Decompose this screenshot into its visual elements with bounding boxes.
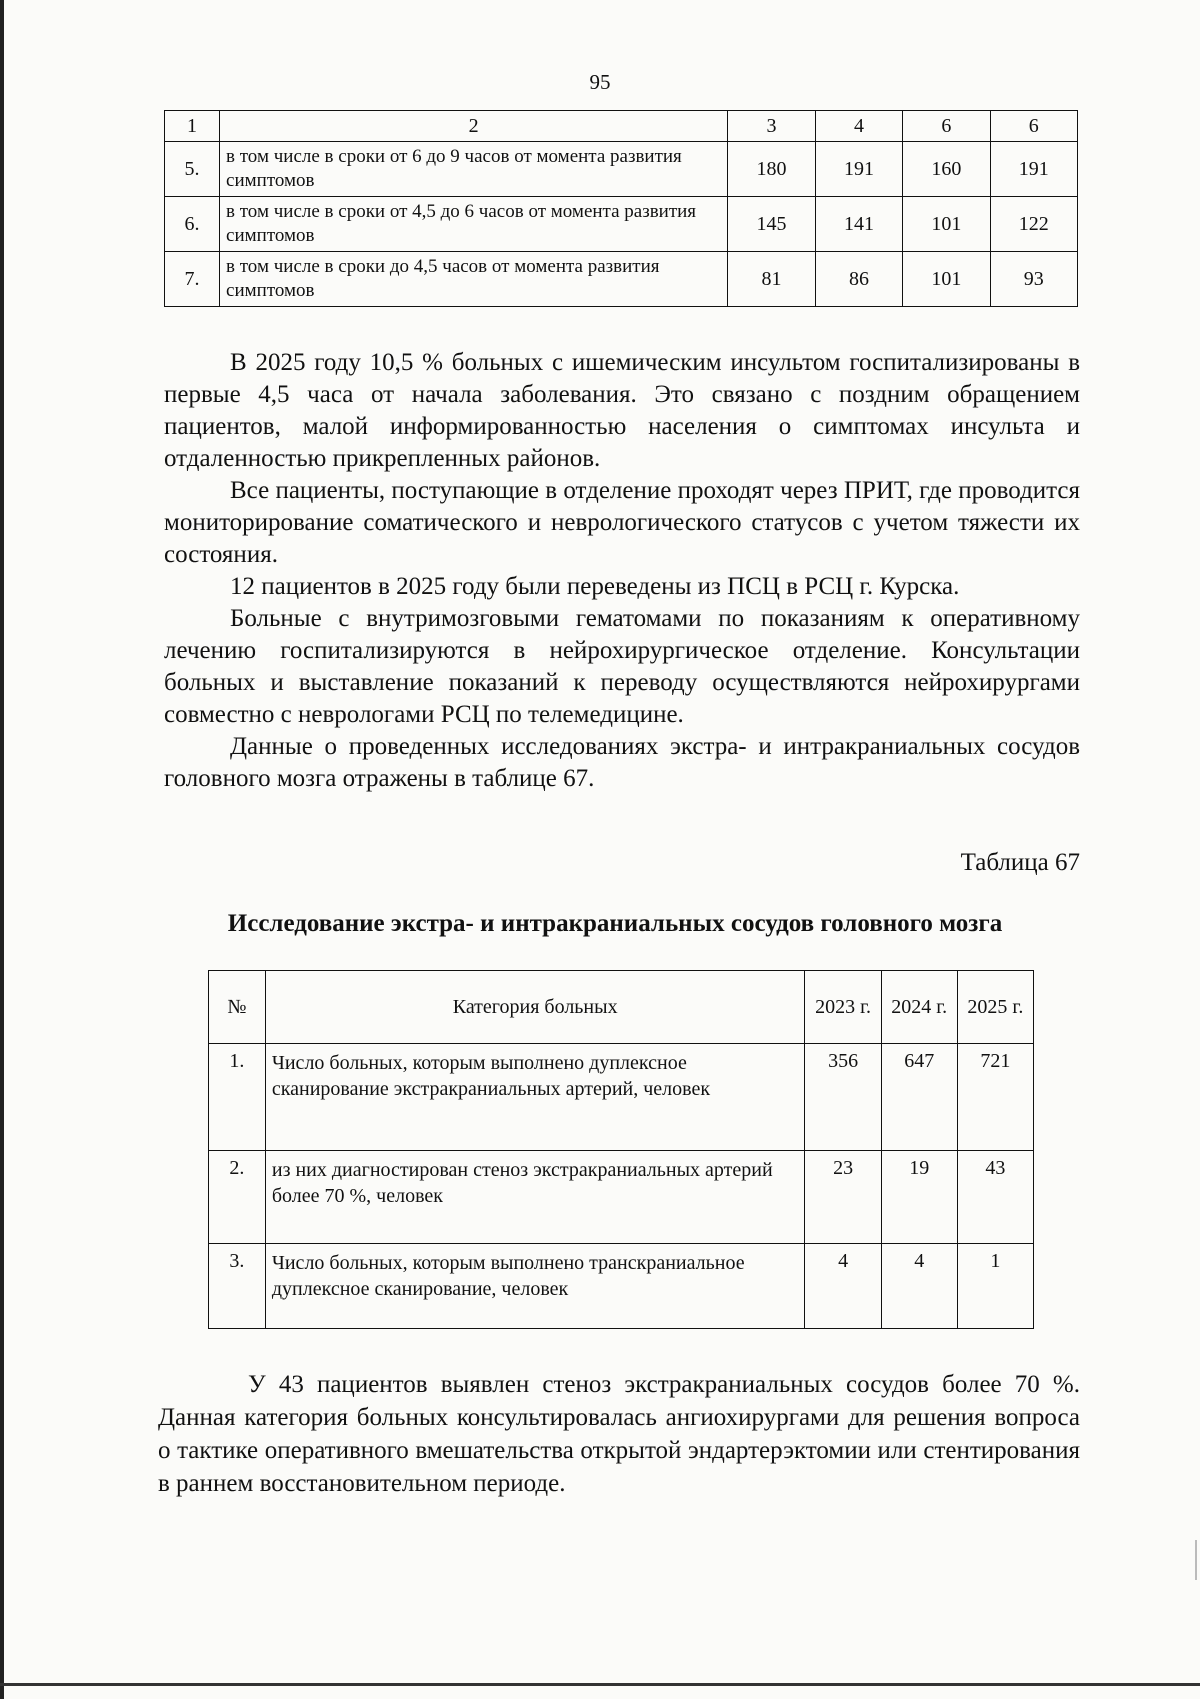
header-cell: 2 [220,111,728,142]
row-text: в том числе в сроки от 4,5 до 6 часов от момента развития симптомов [220,197,728,252]
table-header-row [209,971,1034,1044]
header-year: 2024 г. [881,971,957,1044]
paragraph: 12 пациентов в 2025 году были переведены из ПСЦ в РСЦ г. Курска. [230,573,960,600]
row-number: 1. [209,1044,266,1151]
row-number: 2. [209,1151,266,1244]
row-value: 4 [881,1244,957,1329]
row-value: 160 [903,142,990,197]
row-number: 6. [165,197,220,252]
scan-left-edge [0,0,4,1699]
row-value: 191 [990,142,1077,197]
row-value: 1 [957,1244,1033,1329]
row-value: 23 [805,1151,881,1244]
table-label: Таблица 67 [960,849,1080,876]
row-category: Число больных, которым выполнено дуплексное сканирование экстракраниальных артерий, человек [265,1044,805,1151]
row-value: 86 [815,252,902,307]
table-row [165,142,1078,197]
row-text: в том числе в сроки от 6 до 9 часов от момента развития симптомов [220,142,728,197]
paragraph: Больные с внутримозговыми гематомами по показаниям к оперативному лечению госпитализируются в нейрохирургическое отделение. Консультации больных и выставление показаний к переводу осуществляются нейрохирургами совместно с неврологами РСЦ по телемедицине. [164,605,1080,728]
vessel-study-table [208,970,1034,1329]
header-category: Категория больных [265,971,805,1044]
table-row [209,1244,1034,1329]
header-cell: 3 [728,111,815,142]
paragraph: Все пациенты, поступающие в отделение проходят через ПРИТ, где проводится мониторирование соматического и неврологического статусов с учетом тяжести их состояния. [164,477,1080,568]
header-cell: 1 [165,111,220,142]
scan-bottom-edge [0,1683,1200,1686]
closing-text [158,1368,1080,1500]
continuation-table [164,110,1078,307]
header-cell: 6 [903,111,990,142]
paragraph: Данные о проведенных исследованиях экстра- и интракраниальных сосудов головного мозга отражены в таблице 67. [164,733,1080,792]
table-title: Исследование экстра- и интракраниальных сосудов головного мозга [227,910,1003,937]
row-value: 101 [903,252,990,307]
row-value: 145 [728,197,815,252]
row-value: 141 [815,197,902,252]
row-text: в том числе в сроки до 4,5 часов от момента развития симптомов [220,252,728,307]
row-value: 721 [957,1044,1033,1151]
row-value: 356 [805,1044,881,1151]
row-value: 43 [957,1151,1033,1244]
row-value: 19 [881,1151,957,1244]
row-value: 81 [728,252,815,307]
body-text [164,347,1080,795]
header-cell: 4 [815,111,902,142]
row-value: 101 [903,197,990,252]
header-year: 2023 г. [805,971,881,1044]
table-header-row [165,111,1078,142]
row-value: 180 [728,142,815,197]
row-value: 122 [990,197,1077,252]
row-number: 7. [165,252,220,307]
paragraph: У 43 пациентов выявлен стеноз экстракраниальных сосудов более 70 %. Данная категория больных консультировалась ангиохирургами для решения вопроса о тактике оперативного вмешательства открытой эндартерэктомии или стентирования в раннем восстановительном периоде. [158,1371,1080,1497]
row-number: 5. [165,142,220,197]
table-row [209,1044,1034,1151]
row-value: 647 [881,1044,957,1151]
header-cell: 6 [990,111,1077,142]
header-year: 2025 г. [957,971,1033,1044]
page-number: 95 [589,70,611,94]
row-value: 93 [990,252,1077,307]
paragraph: В 2025 году 10,5 % больных с ишемическим инсультом госпитализированы в первые 4,5 часа от начала заболевания. Это связано с поздним обращением пациентов, малой информированностью населения о симптомах инсульта и отдаленностью прикрепленных районов. [164,349,1080,472]
table-row [209,1151,1034,1244]
row-number: 3. [209,1244,266,1329]
table-row [165,252,1078,307]
table-row [165,197,1078,252]
row-value: 191 [815,142,902,197]
row-category: Число больных, которым выполнено транскраниальное дуплексное сканирование, человек [265,1244,805,1329]
row-category: из них диагностирован стеноз экстракраниальных артерий более 70 %, человек [265,1151,805,1244]
row-value: 4 [805,1244,881,1329]
header-number: № [209,971,266,1044]
scan-right-mark [1195,1540,1197,1580]
